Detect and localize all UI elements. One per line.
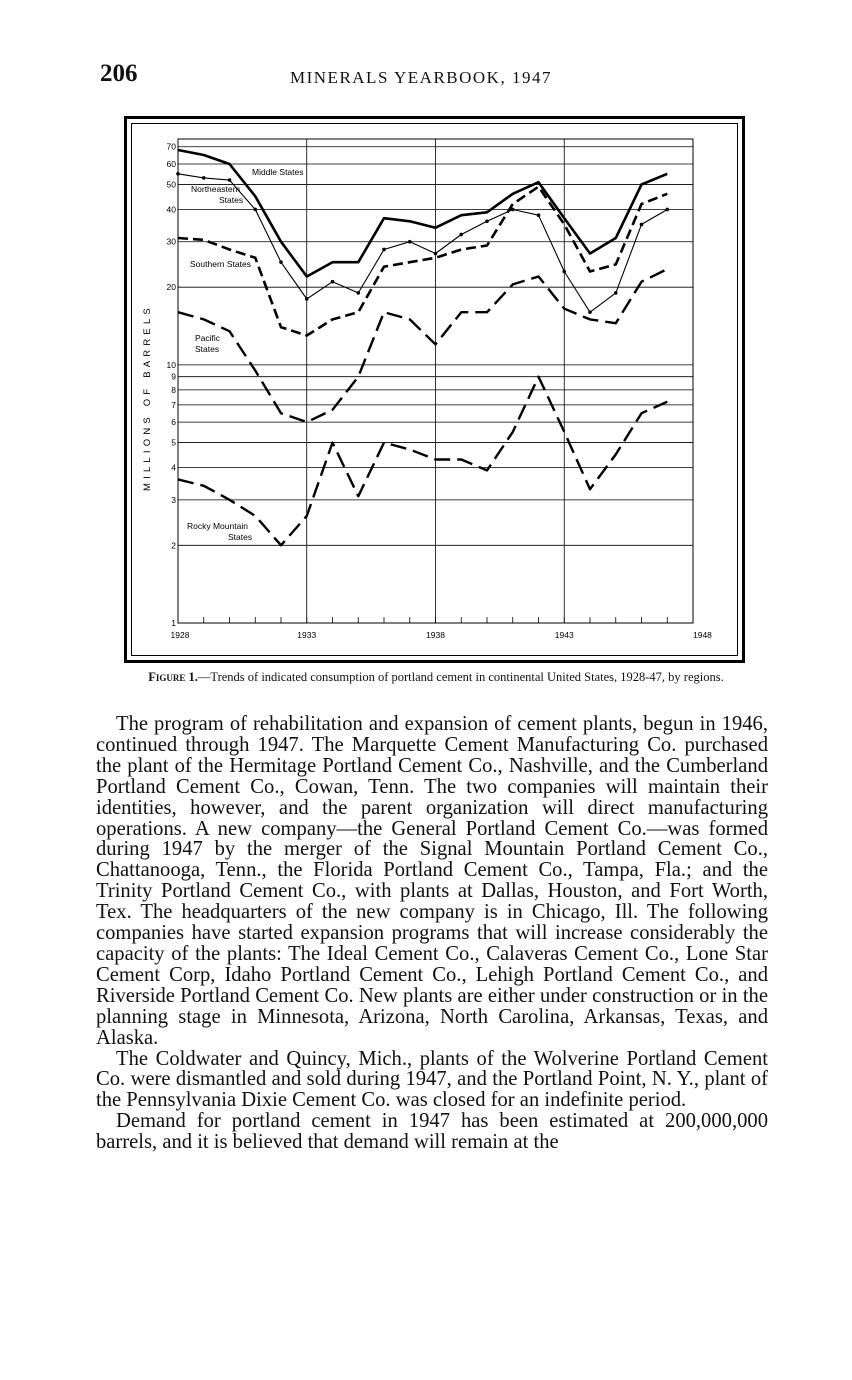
y-tick-label: 2: [171, 540, 176, 551]
label-southern-states: Southern States: [190, 259, 251, 269]
y-tick-label: 20: [166, 282, 176, 293]
data-point-northeastern-states: [614, 291, 618, 295]
chart-grid: [167, 139, 713, 640]
y-tick-label: 3: [171, 494, 176, 505]
y-tick-label: 8: [171, 384, 176, 395]
y-tick-label: 30: [166, 236, 176, 247]
x-tick-label: 1933: [297, 630, 317, 640]
y-tick-label: 1: [171, 618, 176, 628]
series-line-pacific-states: [178, 269, 667, 422]
label-rocky-1: Rocky Mountain: [187, 521, 248, 531]
label-middle-states: Middle States: [252, 167, 304, 177]
data-point-northeastern-states: [279, 260, 283, 264]
y-tick-label: 60: [166, 159, 176, 170]
page-number: 206: [100, 60, 138, 87]
data-point-northeastern-states: [485, 219, 489, 223]
y-tick-label: 50: [166, 179, 176, 190]
x-tick-label: 1948: [693, 630, 712, 640]
y-tick-label: 6: [171, 417, 176, 428]
y-tick-label: 70: [166, 141, 176, 152]
running-title: MINERALS YEARBOOK, 1947: [290, 68, 552, 87]
y-tick-label: 9: [171, 371, 176, 382]
y-tick-label: 10: [166, 359, 176, 370]
data-point-northeastern-states: [562, 270, 566, 274]
label-pacific-2: States: [195, 344, 220, 354]
data-point-northeastern-states: [434, 252, 438, 256]
series-line-rocky-mountain-states: [178, 377, 667, 546]
figure-frame: [124, 116, 745, 663]
data-point-northeastern-states: [537, 213, 541, 217]
x-tick-label: 1938: [426, 630, 445, 640]
data-point-northeastern-states: [459, 233, 463, 237]
data-point-northeastern-states: [408, 240, 412, 244]
y-tick-label: 7: [171, 399, 176, 410]
body-text: [96, 714, 768, 1153]
label-northeastern-2: States: [219, 195, 244, 205]
x-tick-label: 1928: [170, 630, 190, 640]
data-point-northeastern-states: [382, 248, 386, 252]
paragraph-wolverine: The Coldwater and Quincy, Mich., plants of the Wolverine Portland Cement Co. were dismantled and sold during 1947, and the Portland Point, N. Y., plant of the Pennsylvania Dixie Cement Co. was closed for an indefinite period.: [96, 1047, 768, 1112]
data-point-northeastern-states: [176, 172, 180, 176]
data-point-northeastern-states: [331, 280, 335, 284]
data-point-northeastern-states: [588, 310, 592, 314]
label-northeastern-1: Northeastern: [191, 184, 241, 194]
data-point-northeastern-states: [640, 223, 644, 227]
series-line-southern-states: [178, 187, 667, 336]
figure-caption-text: —Trends of indicated consumption of portland cement in continental United States, 1928-47, by regions.: [197, 670, 724, 684]
series-line-northeastern-states: [178, 174, 667, 312]
consumption-chart: [127, 119, 742, 660]
data-point-northeastern-states: [253, 208, 257, 212]
paragraph-demand: Demand for portland cement in 1947 has been estimated at 200,000,000 barrels, and it is believed that demand will remain at the: [96, 1110, 768, 1154]
data-point-northeastern-states: [665, 208, 669, 212]
x-tick-label: 1943: [554, 630, 574, 640]
data-point-northeastern-states: [356, 291, 360, 295]
label-rocky-2: States: [228, 532, 253, 542]
y-tick-label: 4: [171, 462, 176, 473]
y-tick-label: 5: [171, 437, 176, 448]
label-pacific-1: Pacific: [195, 333, 221, 343]
figure-caption: [104, 670, 768, 684]
paragraph-rehabilitation: The program of rehabilitation and expansion of cement plants, begun in 1946, continued through 1947. The Marquette Cement Manufacturing Co. purchased the plant of the Hermitage Portland Cement Co., Nashville, and the Cumberland Portland Cement Co., Cowan, Tenn. The two companies will maintain their identities, however, and the parent organization will direct manufacturing operations. A new company—the General Portland Cement Co.—was formed during 1947 by the merger of the Signal Mountain Portland Cement Co., Chattanooga, Tenn., the Florida Portland Cement Co., Tampa, Fla.; and the Trinity Portland Cement Co., with plants at Dallas, Houston, and Fort Worth, Tex. The headquarters of the new company is in Chicago, Ill. The following companies have started expansion programs that will increase considerably the capacity of the plants: The Ideal Cement Co., Calaveras Cement Co., Lone Star Cement Corp, Idaho Portland Cement Co., Lehigh Portland Cement Co., and Riverside Portland Cement Co. New plants are either under construction or in the planning stage in Minnesota, Arizona, North Carolina, Arkansas, Texas, and Alaska.: [96, 713, 768, 1049]
data-point-northeastern-states: [228, 178, 232, 182]
data-point-northeastern-states: [202, 176, 206, 180]
y-tick-label: 40: [166, 204, 176, 215]
y-axis-title: MILLIONS OF BARRELS: [142, 304, 153, 491]
figure-caption-label: Figure 1.: [148, 670, 198, 684]
data-point-northeastern-states: [305, 297, 309, 301]
